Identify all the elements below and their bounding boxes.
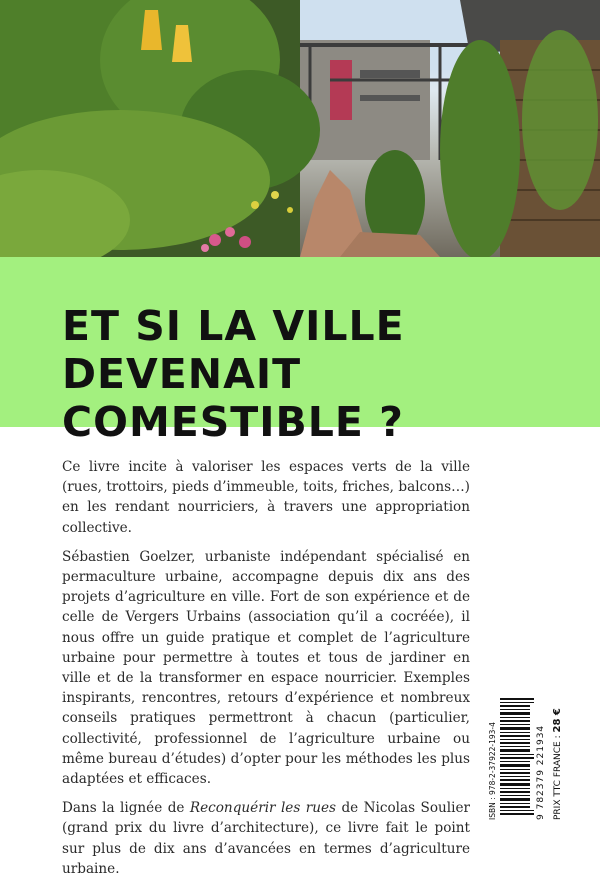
back-cover-text (62, 457, 470, 888)
paragraph-2: Sébastien Goelzer, urbaniste indépendant spécialisé en permaculture urbaine, accompagne depuis dix ans des projets d’agriculture en ville. Fort de son expérience et de celle de Vergers Urbains (association qu’il a cocréée), il nous offre un guide pratique et complet de l’agriculture urbaine pour permettre à toutes et tous de jardiner en ville et de la transformer en espace nourricier. Exemples inspirants, rencontres, retours d’expérience et nombreux conseils pratiques permettront à chacun (particulier, collectivité, professionnel de l’agriculture urbaine ou même bureau d’études) d’opter pour les méthodes les plus adaptées et efficaces. (62, 548, 470, 788)
headline-line-1: ET SI LA VILLE (62, 302, 405, 350)
referenced-book-title: Reconquérir les rues (189, 800, 337, 817)
paragraph-3-start: Dans la lignée de (62, 800, 190, 817)
book-headline (62, 302, 582, 446)
barcode-icon (500, 694, 534, 820)
price-label (552, 694, 563, 820)
barcode-digits: 9 782379 221934 (536, 724, 546, 820)
price-label-text: PRIX TTC FRANCE : (553, 732, 563, 820)
price-value: 28 € (552, 708, 563, 733)
paragraph-1: Ce livre incite à valoriser les espaces verts de la ville (rues, trottoirs, pieds d’immeuble, toits, friches, balcons…) en les rendant nourriciers, à travers une appropriation collective. (62, 459, 470, 536)
courtyard-illustration (0, 0, 600, 257)
isbn-label: ISBN : 978-2-37922-193-4 (488, 722, 497, 820)
cover-photo (0, 0, 600, 257)
paragraph-3-end: de Nicolas Soulier (grand prix du livre d’architecture), ce livre fait le point sur plus de dix ans d’avancées en termes d’agriculture urbaine. (62, 800, 470, 877)
barcode-block (488, 694, 568, 820)
paragraph-3 (62, 798, 470, 879)
headline-line-2: DEVENAIT COMESTIBLE ? (62, 350, 404, 446)
